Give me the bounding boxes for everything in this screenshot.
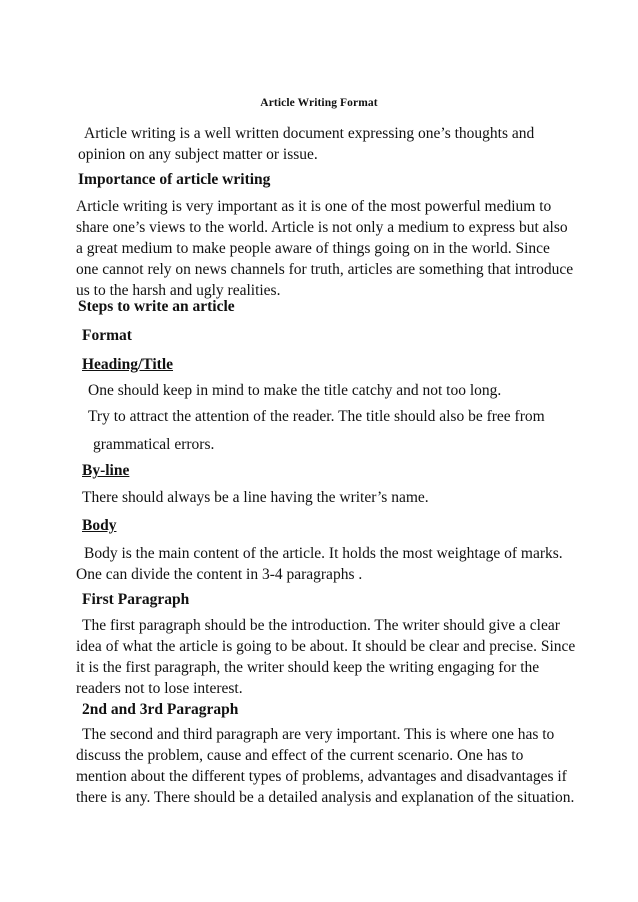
- steps-heading: Steps to write an article: [78, 298, 235, 315]
- second-third-paragraph-heading: 2nd and 3rd Paragraph: [82, 701, 239, 718]
- first-paragraph-heading: First Paragraph: [82, 591, 190, 608]
- document-title: Article Writing Format: [260, 97, 378, 109]
- body-paragraph: Body is the main content of the article. It holds the most weightage of marks. One can divide the content in 3-4 paragraphs .: [76, 545, 563, 583]
- heading-title-line-1: One should keep in mind to make the title catchy and not too long.: [88, 382, 502, 399]
- first-paragraph-text: The first paragraph should be the introduction. The writer should give a clear idea of what the article is going to be about. It should be clear and precise. Since it is the first paragraph, the writer should keep the writing engaging for the readers not to lose interest.: [76, 617, 576, 697]
- importance-paragraph: Article writing is very important as it is one of the most powerful medium to share one’s views to the world. Article is not only a medium to express but also a great medium to make people aware of things going on in the world. Since one cannot rely on news channels for truth, articles are something that introduce us to the harsh and ugly realities.: [76, 198, 574, 299]
- byline-paragraph: There should always be a line having the writer’s name.: [82, 489, 429, 506]
- intro-paragraph: Article writing is a well written document expressing one’s thoughts and opinion on any subject matter or issue.: [78, 125, 535, 163]
- heading-title-line-2: Try to attract the attention of the reader. The title should also be free from: [88, 408, 545, 425]
- format-heading: Format: [82, 327, 132, 344]
- byline-heading: By-line: [82, 462, 130, 479]
- second-third-paragraph-text: The second and third paragraph are very important. This is where one has to discuss the problem, cause and effect of the current scenario. One has to mention about the different types of problems, advantages and disadvantages if there is any. There should be a detailed analysis and explanation of the situation.: [76, 726, 575, 806]
- body-heading: Body: [82, 517, 117, 534]
- heading-title-heading: Heading/Title: [82, 356, 174, 373]
- importance-heading: Importance of article writing: [78, 171, 271, 188]
- heading-title-line-3: grammatical errors.: [93, 436, 215, 453]
